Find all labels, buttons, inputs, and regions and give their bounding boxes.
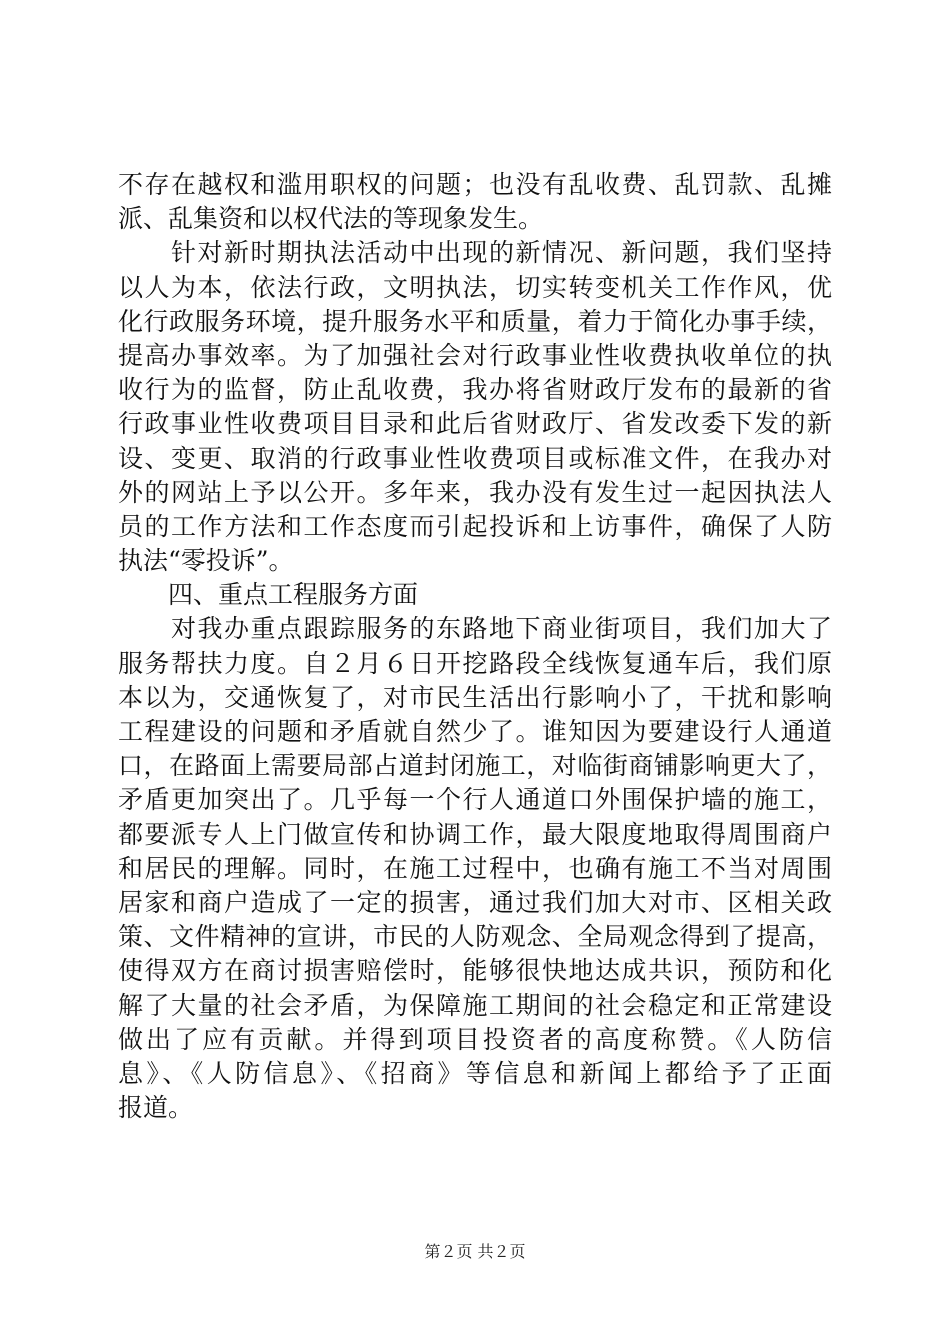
text-line: 派、乱集资和以权代法的等现象发生。: [118, 204, 544, 234]
text-line: 息》、《人防信息》、《招商》等信息和新闻上都给予了正面: [118, 1058, 832, 1088]
text-line: 以人为本，依法行政，文明执法，切实转变机关工作作风，优: [118, 272, 832, 302]
page-number: 第２页 共２页: [424, 1242, 526, 1261]
text-line: 做出了应有贡献。并得到项目投资者的高度称赞。《人防信: [118, 1024, 832, 1054]
text-line: 报道。: [118, 1093, 194, 1123]
text-line: 行政事业性收费项目目录和此后省财政厅、省发改委下发的新: [118, 409, 832, 439]
text-line: 执法“零投诉”。: [118, 546, 294, 576]
page-footer: [0, 1242, 950, 1262]
text-line: 收行为的监督，防止乱收费，我办将省财政厅发布的最新的省: [118, 375, 832, 405]
text-line: 化行政服务环境，提升服务水平和质量，着力于简化办事手续，: [118, 306, 832, 336]
text-line: 口，在路面上需要局部占道封闭施工，对临街商铺影响更大了，: [118, 751, 832, 781]
text-line: 使得双方在商讨损害赔偿时，能够很快地达成共识，预防和化: [118, 956, 832, 986]
text-line: 员的工作方法和工作态度而引起投诉和上访事件，确保了人防: [118, 511, 832, 541]
text-line: 针对新时期执法活动中出现的新情况、新问题，我们坚持: [118, 238, 832, 268]
section-heading: 四、重点工程服务方面: [118, 580, 419, 610]
text-line: 提高办事效率。为了加强社会对行政事业性收费执收单位的执: [118, 340, 832, 370]
text-line: 策、文件精神的宣讲，市民的人防观念、全局观念得到了提高，: [118, 922, 832, 952]
text-line: 解了大量的社会矛盾，为保障施工期间的社会稳定和正常建设: [118, 990, 832, 1020]
text-line: 不存在越权和滥用职权的问题；也没有乱收费、乱罚款、乱摊: [118, 170, 832, 199]
text-line: 矛盾更加突出了。几乎每一个行人通道口外围保护墙的施工，: [118, 785, 832, 815]
text-line: 外的网站上予以公开。多年来，我办没有发生过一起因执法人: [118, 477, 832, 507]
text-line: 工程建设的问题和矛盾就自然少了。谁知因为要建设行人通道: [118, 717, 832, 746]
document-body: [118, 168, 832, 1125]
text-line: 居家和商户造成了一定的损害，通过我们加大对市、区相关政: [118, 887, 832, 917]
text-line: 本以为，交通恢复了，对市民生活出行影响小了，干扰和影响: [118, 682, 832, 712]
text-line: 服务帮扶力度。自２月６日开挖路段全线恢复通车后，我们原: [118, 648, 832, 678]
text-line: 和居民的理解。同时，在施工过程中，也确有施工不当对周围: [118, 853, 832, 883]
text-line: 都要派专人上门做宣传和协调工作，最大限度地取得周围商户: [118, 819, 832, 849]
text-line: 对我办重点跟踪服务的东路地下商业街项目，我们加大了: [118, 614, 832, 644]
text-line: 设、变更、取消的行政事业性收费项目或标准文件，在我办对: [118, 443, 832, 473]
